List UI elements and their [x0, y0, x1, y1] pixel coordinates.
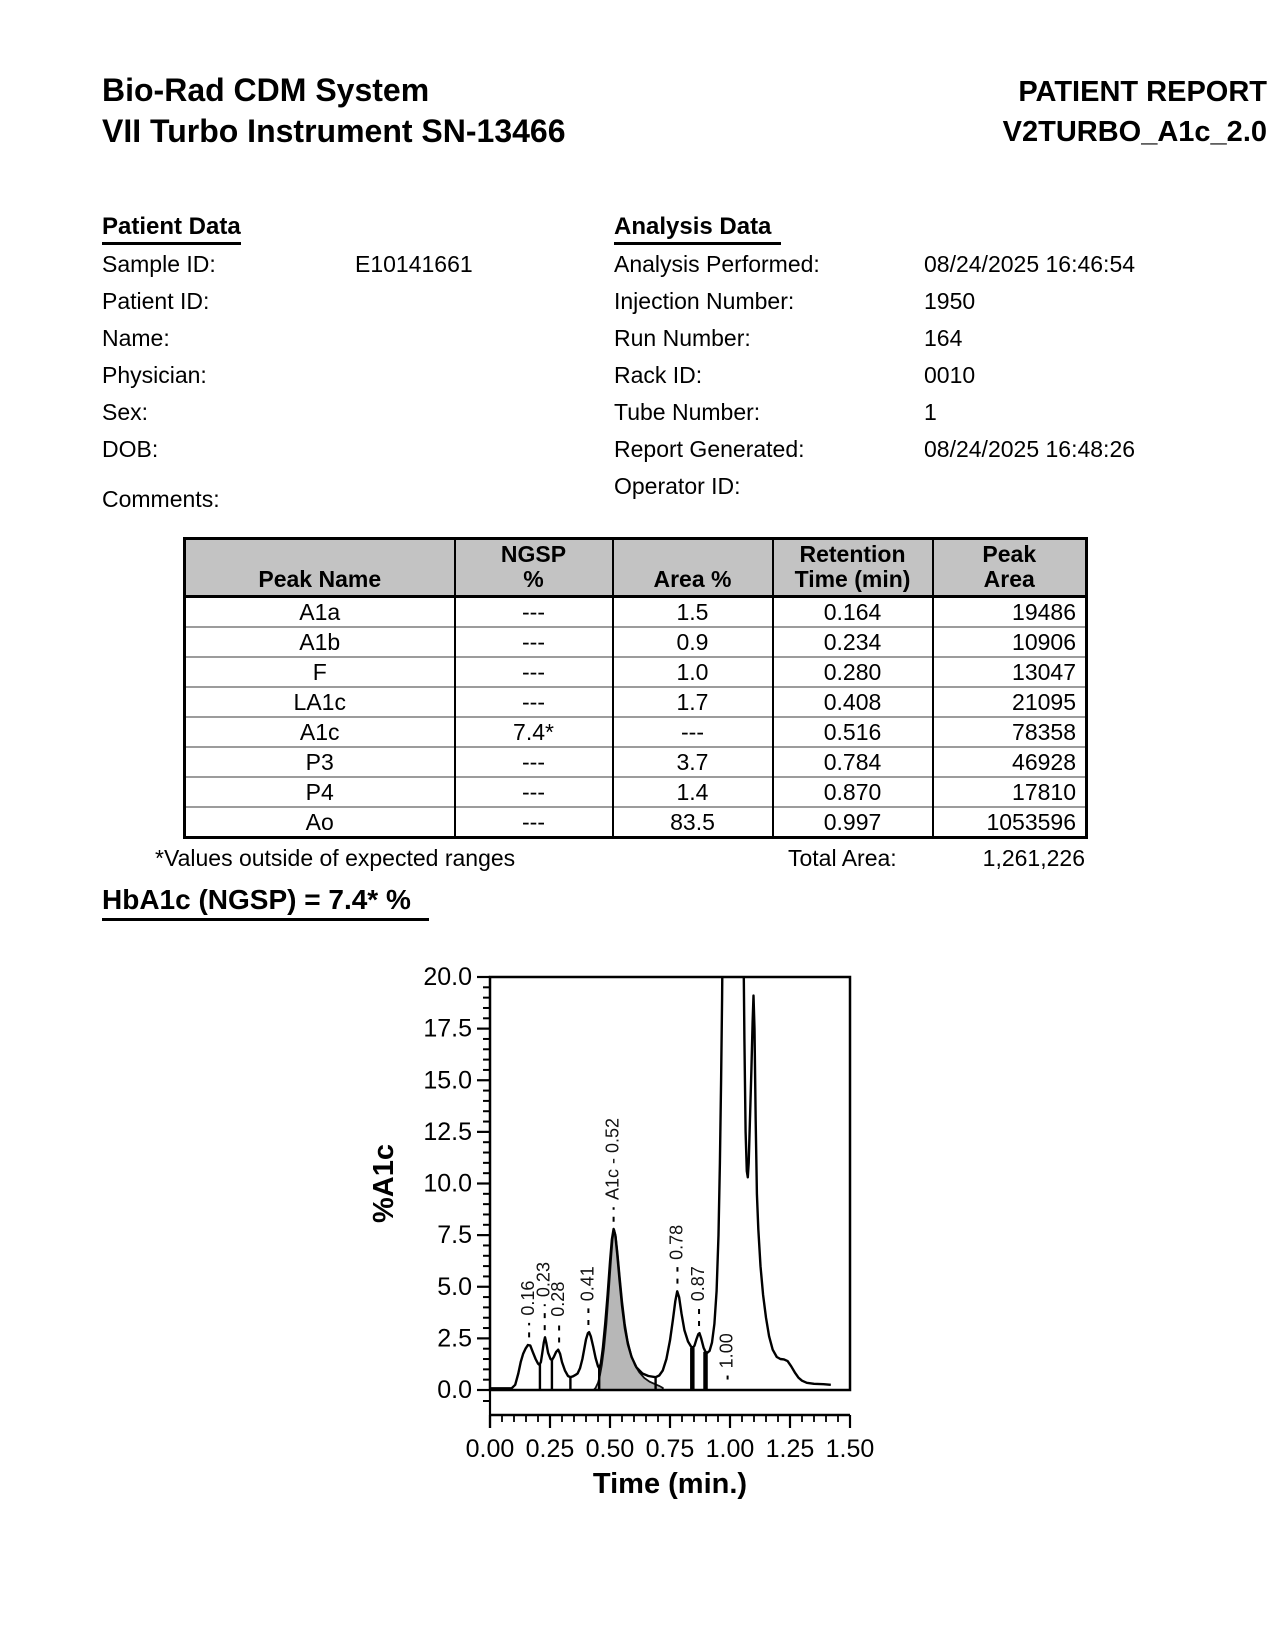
table-cell: 1.0 — [613, 657, 773, 687]
column-header: Retention Time (min) — [773, 539, 933, 597]
y-axis-title: %A1c — [368, 1144, 400, 1223]
table-row — [185, 777, 1087, 807]
analysis-data-title: Analysis Data — [614, 213, 781, 245]
table-cell: 78358 — [933, 717, 1087, 747]
peak-label: 0.16 — [518, 1280, 539, 1316]
table-cell: 17810 — [933, 777, 1087, 807]
chromatogram-trace — [490, 940, 831, 1388]
y-tick-label: 2.5 — [437, 1324, 472, 1353]
comments-row — [102, 486, 220, 513]
field-label: Operator ID: — [614, 473, 741, 499]
table-cell: --- — [455, 627, 613, 657]
table-cell: P3 — [185, 747, 455, 777]
field-row — [614, 320, 1135, 357]
y-tick-label: 20.0 — [423, 963, 472, 991]
table-cell: A1a — [299, 598, 341, 625]
table-row — [185, 717, 1087, 747]
peak-label: 0.23 — [533, 1262, 554, 1298]
field-value: 08/24/2025 16:48:26 — [924, 436, 1136, 462]
column-header: Peak Area — [933, 539, 1087, 597]
table-cell: 0.516 — [773, 717, 933, 747]
column-header: NGSP % — [455, 539, 613, 597]
peak-label: 0.28 — [548, 1281, 569, 1317]
patient-data-fields — [102, 246, 473, 468]
column-header: Area % — [613, 539, 773, 597]
report-title-block — [1003, 72, 1267, 152]
table-row — [185, 657, 1087, 687]
report-title: PATIENT REPORT — [1018, 76, 1267, 108]
table-cell: Ao — [185, 807, 455, 838]
field-row — [614, 246, 1135, 283]
peak-table-body — [185, 597, 1087, 838]
table-cell: 1.7 — [613, 687, 773, 717]
table-row — [185, 597, 1087, 628]
instrument-name: VII Turbo Instrument SN-13466 — [102, 113, 566, 149]
analysis-data-section — [614, 213, 781, 245]
field-label: Rack ID: — [614, 362, 703, 388]
peak-label: 1.00 — [716, 1333, 737, 1369]
peak-label: 0.78 — [666, 1224, 687, 1260]
table-cell: --- — [455, 687, 613, 717]
field-label: Analysis Performed: — [614, 251, 820, 277]
total-area-label: Total Area: — [788, 845, 897, 871]
table-cell: --- — [455, 657, 613, 687]
ranges-footnote: *Values outside of expected ranges — [155, 845, 516, 871]
report-version: V2TURBO_A1c_2.0 — [1002, 116, 1267, 148]
x-tick-label: 1.50 — [825, 1435, 875, 1463]
field-value: 08/24/2025 16:46:54 — [924, 251, 1136, 277]
chromatogram-svg — [0, 940, 1275, 1520]
table-row — [185, 627, 1087, 657]
y-tick-label: 17.5 — [423, 1014, 472, 1043]
field-value: 0010 — [924, 362, 976, 388]
peak-label: 0.87 — [688, 1266, 709, 1302]
table-cell: 0.870 — [773, 777, 933, 807]
patient-data-title: Patient Data — [102, 213, 241, 245]
peak-table-header — [185, 539, 1087, 597]
table-cell: --- — [613, 717, 773, 747]
header-row — [185, 539, 1087, 597]
table-cell: A1c — [185, 717, 455, 747]
field-label: Sex: — [102, 399, 149, 425]
table-cell: 0.9 — [613, 627, 773, 657]
table-cell: LA1c — [185, 687, 455, 717]
peak-label: A1c - 0.52 — [602, 1117, 623, 1201]
field-label: Injection Number: — [614, 288, 795, 314]
field-label: Sample ID: — [102, 251, 216, 277]
table-cell: 46928 — [933, 747, 1087, 777]
field-row — [102, 394, 473, 431]
y-tick-label: 5.0 — [437, 1272, 472, 1301]
table-cell: 1.4 — [613, 777, 773, 807]
patient-data-section — [102, 213, 241, 245]
table-cell: --- — [455, 597, 613, 628]
analysis-data-fields — [614, 246, 1135, 505]
field-value: 164 — [924, 325, 963, 351]
field-label: Report Generated: — [614, 436, 805, 462]
company-name: Bio-Rad CDM System — [102, 72, 430, 108]
table-cell: 3.7 — [613, 747, 773, 777]
table-cell: A1b — [185, 627, 455, 657]
x-tick-label: 0.00 — [465, 1435, 515, 1463]
table-cell: F — [185, 657, 455, 687]
table-row — [185, 747, 1087, 777]
field-row — [102, 283, 473, 320]
x-tick-label: 0.25 — [525, 1435, 575, 1463]
x-tick-label: 0.75 — [645, 1435, 695, 1463]
field-row — [102, 246, 473, 283]
field-value: 1950 — [924, 288, 976, 314]
y-tick-label: 7.5 — [437, 1221, 472, 1250]
field-label: Tube Number: — [614, 399, 761, 425]
peak-label: 0.41 — [577, 1266, 598, 1302]
table-cell: 0.164 — [773, 597, 933, 628]
field-label: Run Number: — [614, 325, 751, 351]
table-cell: 21095 — [933, 687, 1087, 717]
hba1c-result: HbA1c (NGSP) = 7.4* % — [102, 884, 429, 921]
field-row — [614, 283, 1135, 320]
table-cell: --- — [455, 747, 613, 777]
result-row — [102, 884, 429, 921]
a1c-peak-fill — [594, 1229, 663, 1390]
x-tick-label: 1.25 — [765, 1435, 815, 1463]
table-cell: 10906 — [933, 627, 1087, 657]
x-axis-title: Time (min.) — [592, 1468, 748, 1500]
table-cell: 19486 — [933, 597, 1087, 628]
field-label: Name: — [102, 325, 170, 351]
column-header: Peak Name — [185, 539, 455, 597]
table-cell: 83.5 — [613, 807, 773, 838]
table-cell: 0.280 — [773, 657, 933, 687]
table-cell: 0.997 — [773, 807, 933, 838]
field-row — [102, 431, 473, 468]
field-row — [614, 468, 1135, 505]
field-value: E10141661 — [355, 251, 473, 277]
field-label: Physician: — [102, 362, 207, 388]
table-cell: 0.234 — [773, 627, 933, 657]
table-cell: --- — [455, 777, 613, 807]
total-area-value: 1,261,226 — [982, 845, 1085, 871]
field-row — [614, 431, 1135, 468]
field-value: 1 — [924, 399, 937, 425]
y-tick-label: 15.0 — [423, 1066, 472, 1095]
comments-label: Comments: — [102, 486, 220, 512]
table-cell: 1.5 — [613, 597, 773, 628]
table-row — [185, 807, 1087, 838]
peak-table — [183, 537, 1088, 839]
table-cell: 1053596 — [933, 807, 1087, 838]
field-row — [102, 320, 473, 357]
field-row — [614, 394, 1135, 431]
field-row — [614, 357, 1135, 394]
table-cell: P4 — [185, 777, 455, 807]
table-cell: 0.784 — [773, 747, 933, 777]
table-cell: 7.4* — [455, 717, 613, 747]
y-tick-label: 10.0 — [423, 1169, 472, 1198]
table-cell: 13047 — [933, 657, 1087, 687]
x-tick-label: 1.00 — [705, 1435, 755, 1463]
field-row — [102, 357, 473, 394]
table-cell: 0.408 — [773, 687, 933, 717]
y-tick-label: 0.0 — [437, 1376, 472, 1404]
x-tick-label: 0.50 — [585, 1435, 635, 1463]
instrument-header — [102, 70, 566, 152]
y-tick-label: 12.5 — [423, 1117, 472, 1146]
field-label: DOB: — [102, 436, 159, 462]
table-cell: --- — [455, 807, 613, 838]
table-row — [185, 687, 1087, 717]
field-label: Patient ID: — [102, 288, 210, 314]
